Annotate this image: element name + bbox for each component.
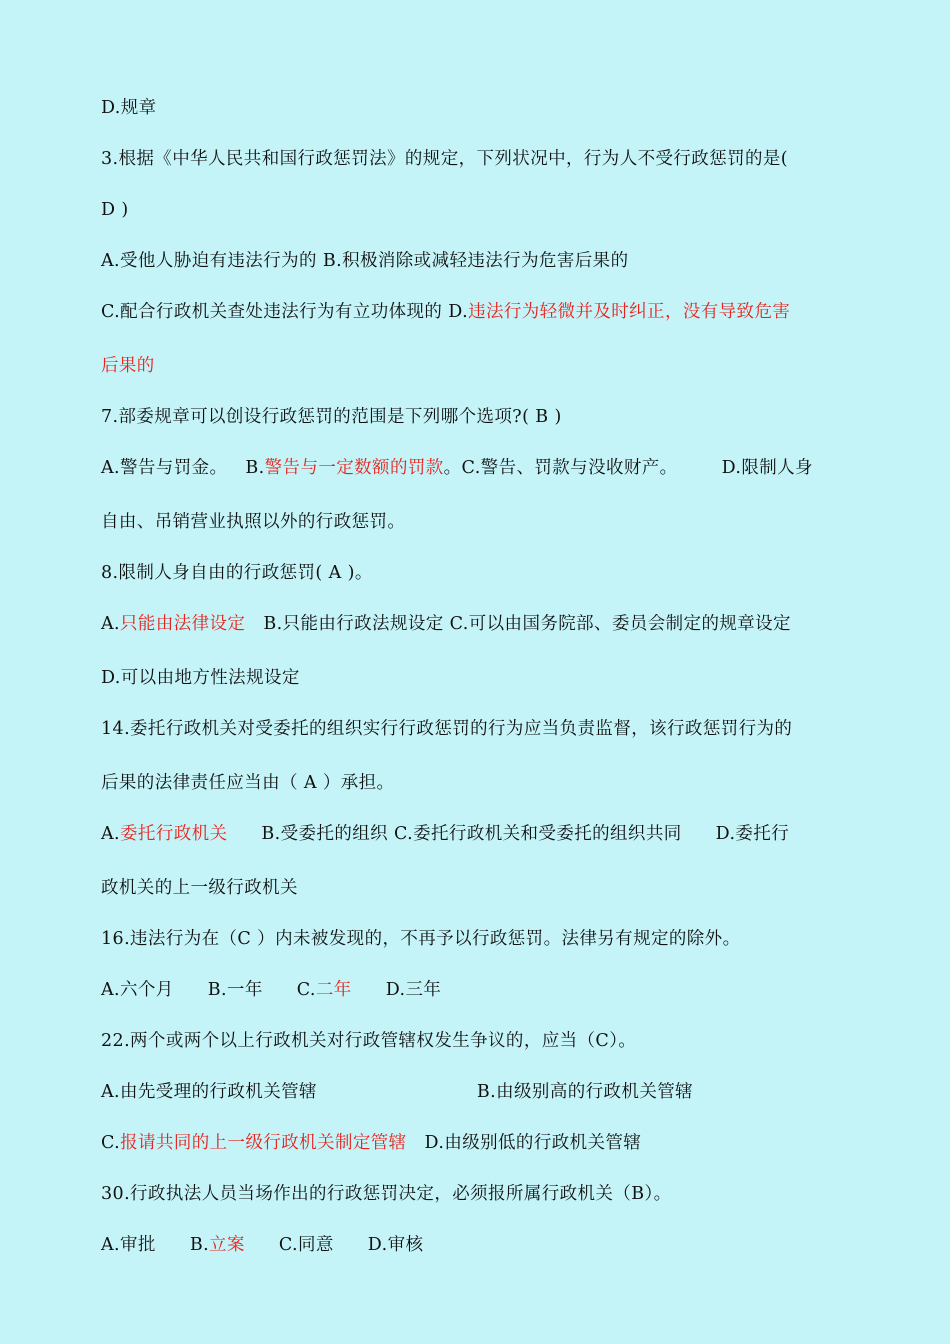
question-text: 8.限制人身自由的行政惩罚( A )。 <box>101 563 373 583</box>
question-16 <box>101 924 851 975</box>
option-c-label: C. <box>296 980 316 1000</box>
correct-option-text: 警告与一定数额的罚款 <box>264 458 444 478</box>
correct-option-text: 立案 <box>209 1235 245 1255</box>
correct-option-text: 只能由法律设定 <box>120 614 246 634</box>
correct-option-text: 委托行政机关 <box>120 824 228 844</box>
document-body <box>101 93 851 1281</box>
question-8 <box>101 558 851 609</box>
question-3 <box>101 144 851 195</box>
option-a: A.由先受理的行政机关管辖 <box>101 1082 317 1102</box>
question-16-options <box>101 975 851 1026</box>
correct-option-text: 后果的 <box>101 356 155 376</box>
option-bc: B.受委托的组织 C.委托行政机关和受委托的组织共同 <box>261 824 682 844</box>
option-b-label: B. <box>245 458 265 478</box>
option-c-text: C.配合行政机关查处违法行为有立功体现的 D. <box>101 302 469 322</box>
option-d: D.委托行 <box>715 824 790 844</box>
correct-option-text: 二年 <box>315 980 352 1000</box>
question-3-answer <box>101 195 851 246</box>
option-line <box>101 93 851 144</box>
option-c: 。C.警告、罚款与没收财产。 <box>443 458 678 478</box>
option-d-cont: 自由、吊销营业执照以外的行政惩罚。 <box>101 512 406 532</box>
option-a-label: A. <box>101 614 121 634</box>
question-7 <box>101 402 851 453</box>
option-a-label: A. <box>101 824 121 844</box>
question-30 <box>101 1179 851 1230</box>
option-d: D.限制人身 <box>721 458 813 478</box>
question-14 <box>101 714 851 768</box>
question-30-options <box>101 1230 851 1281</box>
option-a: A.六个月 <box>101 980 174 1000</box>
correct-option-text: 报请共同的上一级行政机关制定管辖 <box>120 1133 407 1153</box>
option-a: A.审批 <box>101 1235 156 1255</box>
question-22-options-ab <box>101 1077 851 1128</box>
question-text: 3.根据《中华人民共和国行政惩罚法》的规定，下列状况中，行为人不受行政惩罚的是( <box>101 149 789 169</box>
correct-option-text: 违法行为轻微并及时纠正，没有导致危害 <box>468 302 791 322</box>
option-d: D.可以由地方性法规设定 <box>101 668 300 688</box>
question-7-options-cont <box>101 507 851 558</box>
question-22 <box>101 1026 851 1077</box>
option-c: C.同意 <box>278 1235 334 1255</box>
question-22-options-cd <box>101 1128 851 1179</box>
question-14-cont <box>101 768 851 819</box>
option-c-label: C. <box>101 1133 121 1153</box>
question-text: 16.违法行为在（C ）内未被发现的，不再予以行政惩罚。法律另有规定的除外。 <box>101 929 741 949</box>
option-b-label: B. <box>189 1235 210 1255</box>
option-d: D.审核 <box>367 1235 424 1255</box>
question-3-options-cd <box>101 297 851 351</box>
answer-text: D ) <box>101 200 129 220</box>
option-bc: B.只能由行政法规设定 C.可以由国务院部、委员会制定的规章设定 <box>263 614 791 634</box>
question-8-options-d <box>101 663 851 714</box>
question-text-cont: 后果的法律责任应当由（ A ）承担。 <box>101 773 395 793</box>
question-text: 22.两个或两个以上行政机关对行政管辖权发生争议的，应当（C）。 <box>101 1031 637 1051</box>
option-b: B.由级别高的行政机关管辖 <box>476 1082 694 1102</box>
question-text: 7.部委规章可以创设行政惩罚的范围是下列哪个选项?( B ) <box>101 407 562 427</box>
option-b: B.一年 <box>207 980 263 1000</box>
question-14-options <box>101 819 851 873</box>
option-d: D.规章 <box>101 98 157 118</box>
question-3-options-ab <box>101 246 851 297</box>
question-text: 30.行政执法人员当场作出的行政惩罚决定，必须报所属行政机关（B）。 <box>101 1184 672 1204</box>
option-a: A.警告与罚金。 <box>101 458 228 478</box>
option-d: D.由级别低的行政机关管辖 <box>424 1133 642 1153</box>
option-d-cont: 政机关的上一级行政机关 <box>101 878 298 898</box>
question-14-options-cont <box>101 873 851 924</box>
question-7-options <box>101 453 851 507</box>
question-3-options-cont <box>101 351 851 402</box>
option-d: D.三年 <box>385 980 442 1000</box>
question-text: 14.委托行政机关对受委托的组织实行行政惩罚的行为应当负责监督，该行政惩罚行为的 <box>101 719 793 739</box>
options-text: A.受他人胁迫有违法行为的 B.积极消除或减轻违法行为危害后果的 <box>101 251 629 271</box>
question-8-options <box>101 609 851 663</box>
